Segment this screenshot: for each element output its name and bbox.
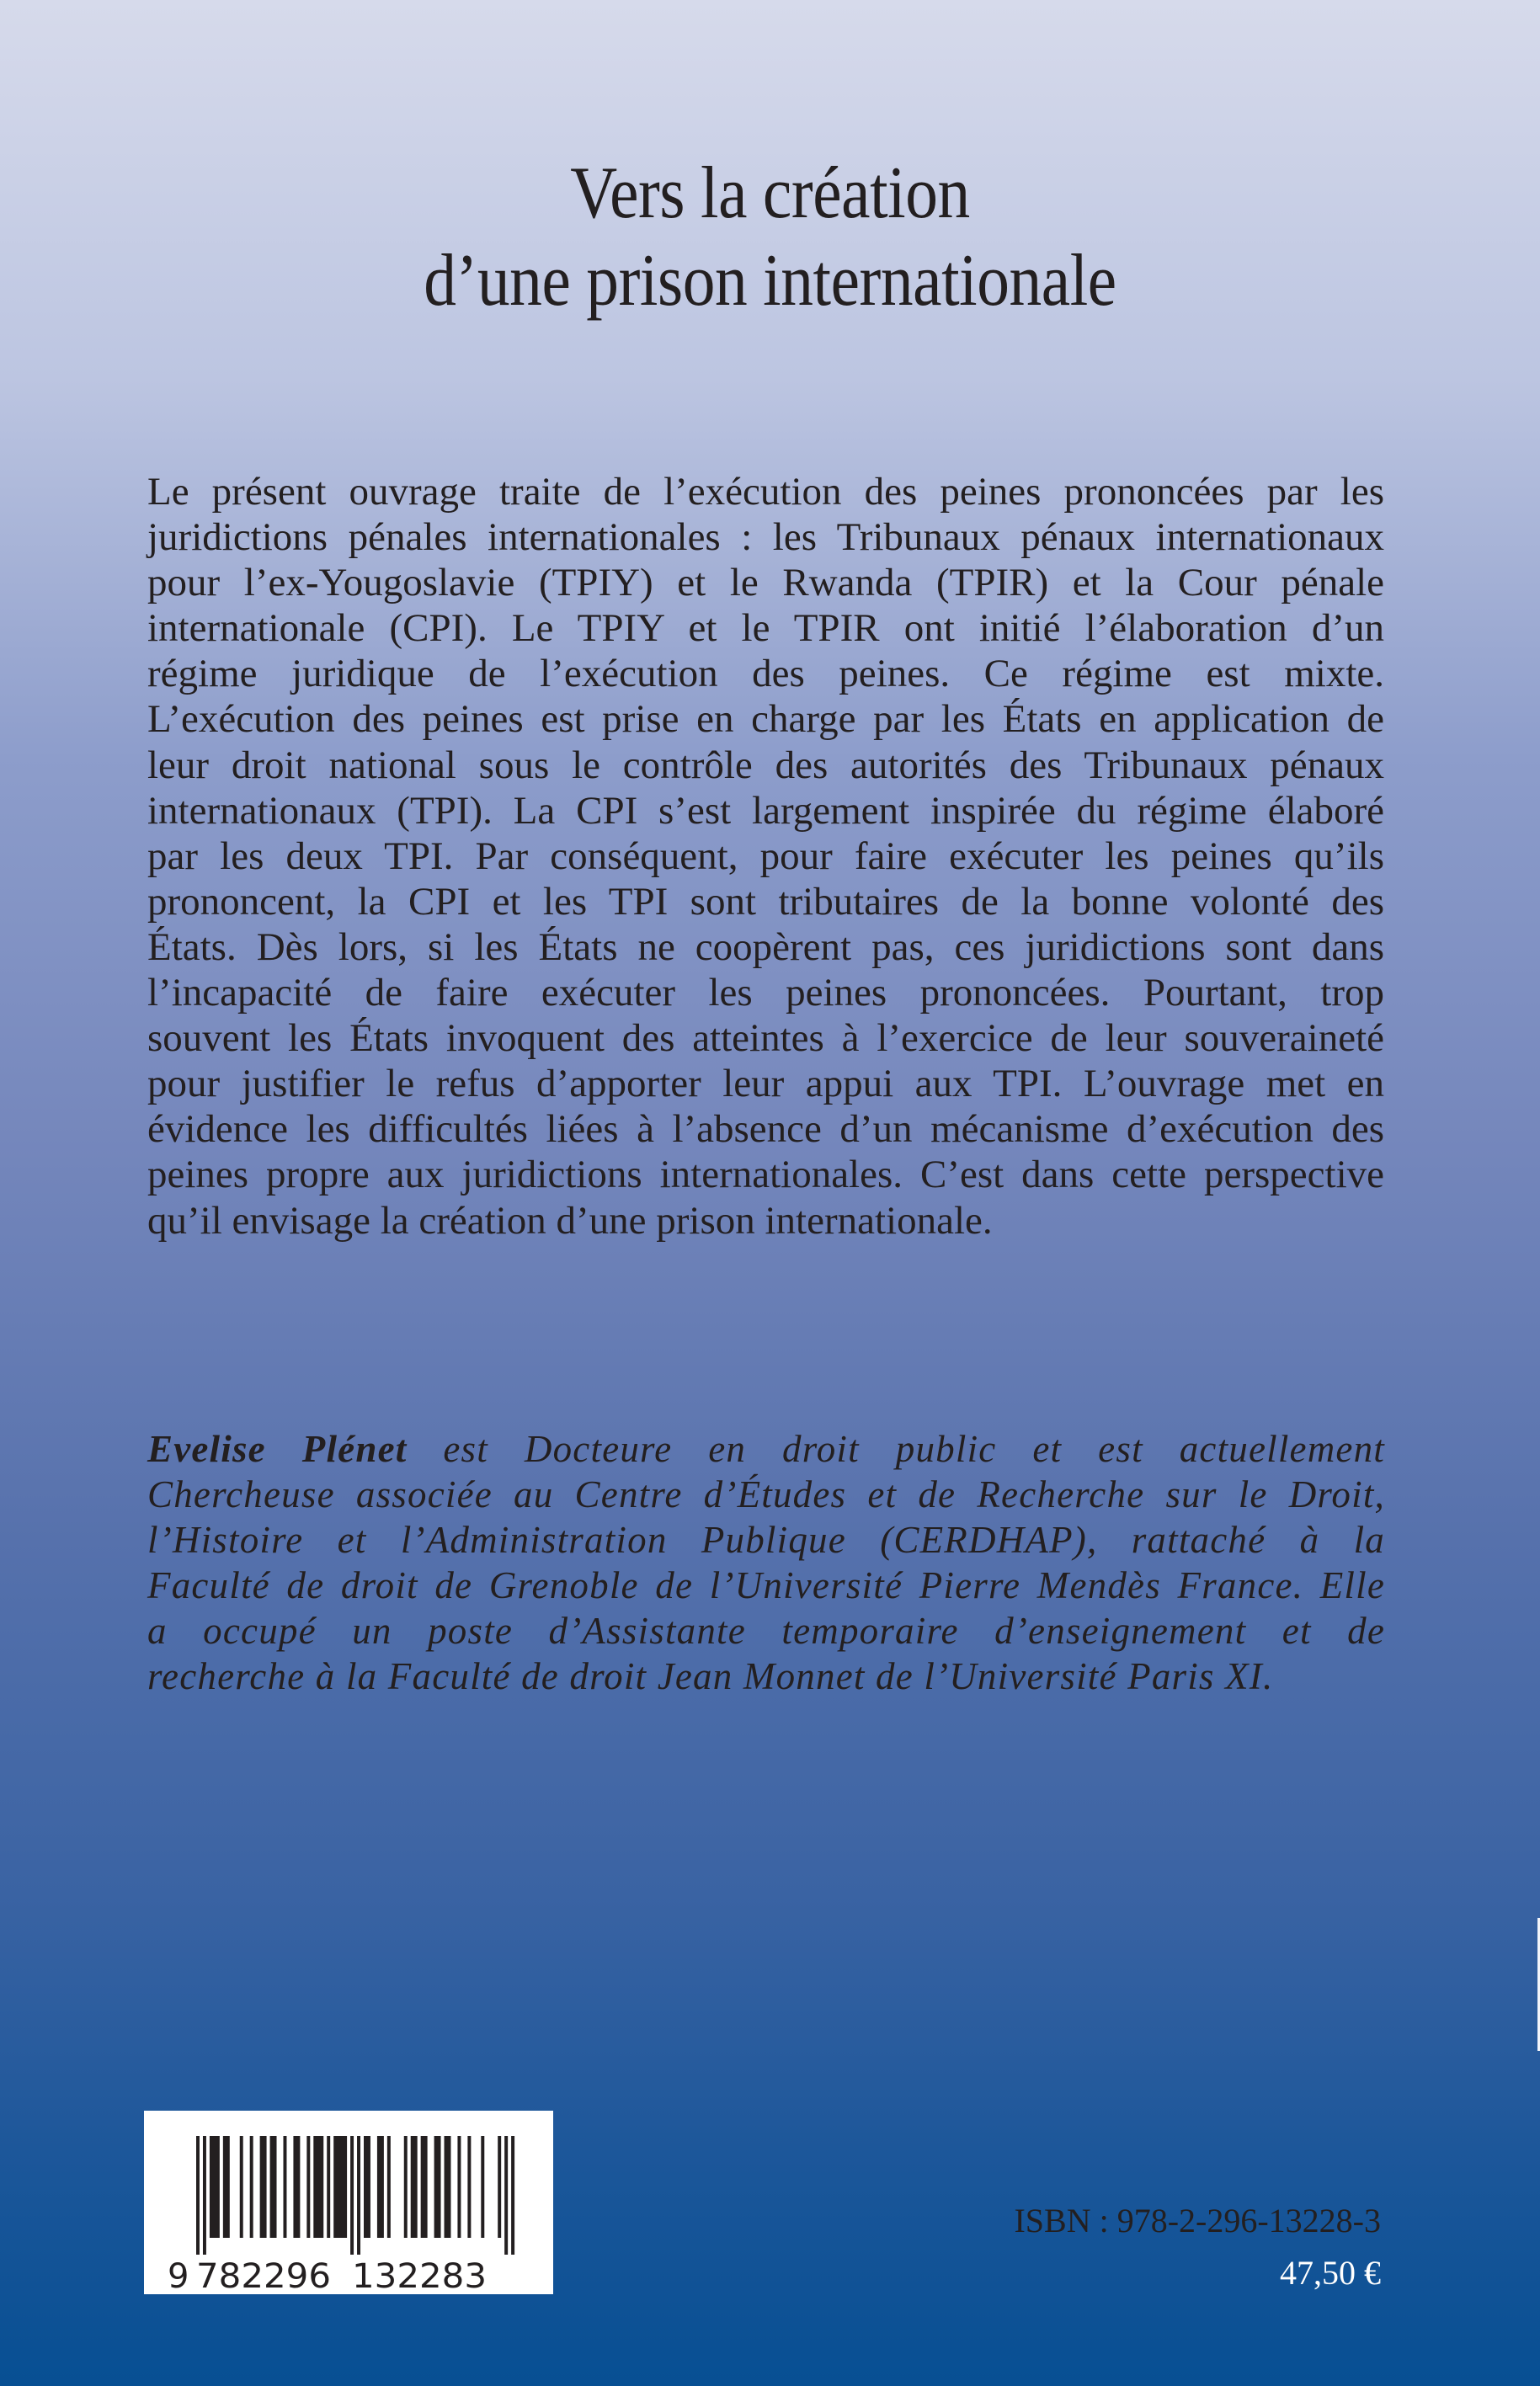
summary-line: Le présent ouvrage traite de l’exécution des peines prononcées par les [147, 470, 1384, 514]
summary-line: internationaux (TPI). La CPI s’est largement inspirée du régime élaboré [147, 788, 1384, 833]
author-name: Evelise Plénet [147, 1428, 408, 1470]
summary-line: prononcent, la CPI et les TPI sont tributaires de la bonne volonté des [147, 879, 1384, 924]
barcode [144, 2111, 553, 2294]
book-title [0, 150, 1540, 325]
author-bio-line: Chercheuse associée au Centre d’Études et de Recherche sur le Droit, [147, 1473, 1385, 1516]
author-biography [147, 1426, 1385, 1700]
summary-line: pour l’ex-Yougoslavie (TPIY) et le Rwanda (TPIR) et la Cour pénale [147, 561, 1384, 605]
book-summary [147, 469, 1384, 1244]
summary-line: évidence les difficultés liées à l’absence d’un mécanisme d’exécution des [147, 1107, 1384, 1152]
author-bio-line: a occupé un poste d’Assistante temporaire d’enseignement et de [147, 1610, 1385, 1653]
summary-line: régime juridique de l’exécution des peines. Ce régime est mixte. [147, 652, 1384, 696]
author-bio-line: Faculté de droit de Grenoble de l’Université Pierre Mendès France. Elle [147, 1564, 1385, 1607]
author-bio-line [147, 1426, 1385, 1472]
summary-line: internationale (CPI). Le TPIY et le TPIR ont initié l’élaboration d’un [147, 606, 1384, 651]
barcode-bars [144, 2111, 553, 2294]
barcode-right-digits: 132283 [352, 2257, 487, 2294]
summary-line: leur droit national sous le contrôle des autorités des Tribunaux pénaux [147, 743, 1384, 787]
summary-line: par les deux TPI. Par conséquent, pour faire exécuter les peines qu’ils [147, 834, 1384, 878]
title-line-1: Vers la création [570, 152, 970, 234]
summary-line: qu’il envisage la création d’une prison internationale. [147, 1198, 993, 1243]
barcode-first-digit: 9 [168, 2257, 189, 2294]
author-bio-text: est Docteure en droit public et est actuellement [407, 1428, 1385, 1470]
price: 47,50 € [1280, 2254, 1381, 2292]
summary-line: l’incapacité de faire exécuter les peines prononcées. Pourtant, trop [147, 971, 1384, 1015]
summary-line: L’exécution des peines est prise en charge par les États en application de [147, 697, 1384, 742]
title-line-2: d’une prison internationale [424, 240, 1116, 322]
summary-line: peines propre aux juridictions internationales. C’est dans cette perspective [147, 1153, 1384, 1197]
summary-line: pour justifier le refus d’apporter leur appui aux TPI. L’ouvrage met en [147, 1062, 1384, 1106]
author-bio-line: l’Histoire et l’Administration Publique (CERDHAP), rattaché à la [147, 1519, 1385, 1562]
summary-line: États. Dès lors, si les États ne coopèrent pas, ces juridictions sont dans [147, 924, 1384, 969]
author-bio-line: recherche à la Faculté de droit Jean Monnet de l’Université Paris XI. [147, 1655, 1274, 1698]
summary-line: souvent les États invoquent des atteintes à l’exercice de leur souveraineté [147, 1016, 1384, 1061]
summary-line: juridictions pénales internationales : les Tribunaux pénaux internationaux [147, 515, 1384, 560]
isbn-number: ISBN : 978-2-296-13228-3 [1014, 2202, 1381, 2240]
barcode-left-digits: 782296 [196, 2257, 331, 2294]
